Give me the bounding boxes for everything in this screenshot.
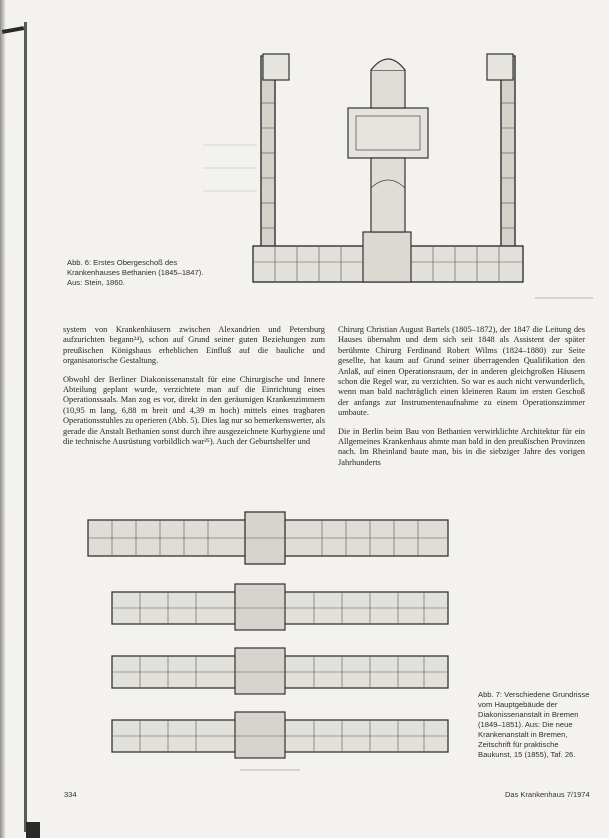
paragraph: system von Krankenhäusern zwischen Alexandrien und Petersburg aufzurichten begann²⁴), schon auf Grund seiner guten Beziehungen zum preußischen Königshaus erheblichen Einfluß auf die bauliche und organisatorische Gestaltung. <box>63 325 325 366</box>
body-column-left <box>63 325 325 455</box>
binding-mark <box>26 822 40 838</box>
figure-6-caption: Abb. 6: Erstes Obergeschoß des Krankenhauses Bethanien (1845–1847). Aus: Stein, 1860. <box>67 258 204 287</box>
paragraph: Obwohl der Berliner Diakonissenanstalt für eine Chirurgische und Innere Abteilung geplant wurde, verzichtete man auf die Einrichtung eines Operationssaals. Man zog es vor, direkt in den geräumigen Krankenzimmern (10,95 m lang, 6,88 m breit und 4,39 m hoch) mittels eines tragbaren Operationsstuhles zu operieren (Abb. 5). Dies lag nur so bemerkenswerter, als gerade die Anstalt Bethanien sonst durch ihre ausgezeichnete Kurhygiene und die technische Ausrüstung vorbildlich war²⁵). Auch der Geburtshelfer und <box>63 374 325 447</box>
journal-footer: Das Krankenhaus 7/1974 <box>505 790 590 799</box>
page-number: 334 <box>64 790 77 799</box>
paragraph: Die in Berlin beim Bau von Bethanien verwirklichte Architektur für ein Allgemeines Krankenhaus ahmte man bald in den preußischen Provinzen nach. Im Rheinland baute man, bis in die siebziger Jahre des vorigen Jahrhunderts <box>338 426 585 467</box>
scan-edge <box>0 0 6 838</box>
figure-7-caption: Abb. 7: Verschiedene Grundrisse vom Hauptgebäude der Diakonissenanstalt in Bremen (1849–1851). Aus: Die neue Krankenanstalt in Bremen, Zeitschrift für praktische Baukunst, 15 (1855), Taf. 26. <box>478 690 590 759</box>
floor-plans-bremen <box>60 508 470 778</box>
body-column-right <box>338 325 585 476</box>
paragraph: Chirurg Christian August Bartels (1805–1872), der 1847 die Leitung des Hauses übernahm und dem sich seit 1848 als Assistent der später berühmte Chirurg Ferdinand Robert Wilms (1824–1880) zur Seite gesellte, hat kaum auf Grund seiner überragenden Qualifikation den Anlaß, auf einen Operationsraum, der in anderen gleichgroßen Häusern schon die Regel war, zu verzichten. So war es auch nicht verwunderlich, wenn man bald nachträglich einen kleineren Raum im ersten Geschoß der anfangs zur Instrumentenaufnahme zu einem Operationszimmer umbaute. <box>338 325 585 418</box>
floor-plan-bethanien <box>195 48 595 303</box>
binding-mark <box>24 22 27 832</box>
